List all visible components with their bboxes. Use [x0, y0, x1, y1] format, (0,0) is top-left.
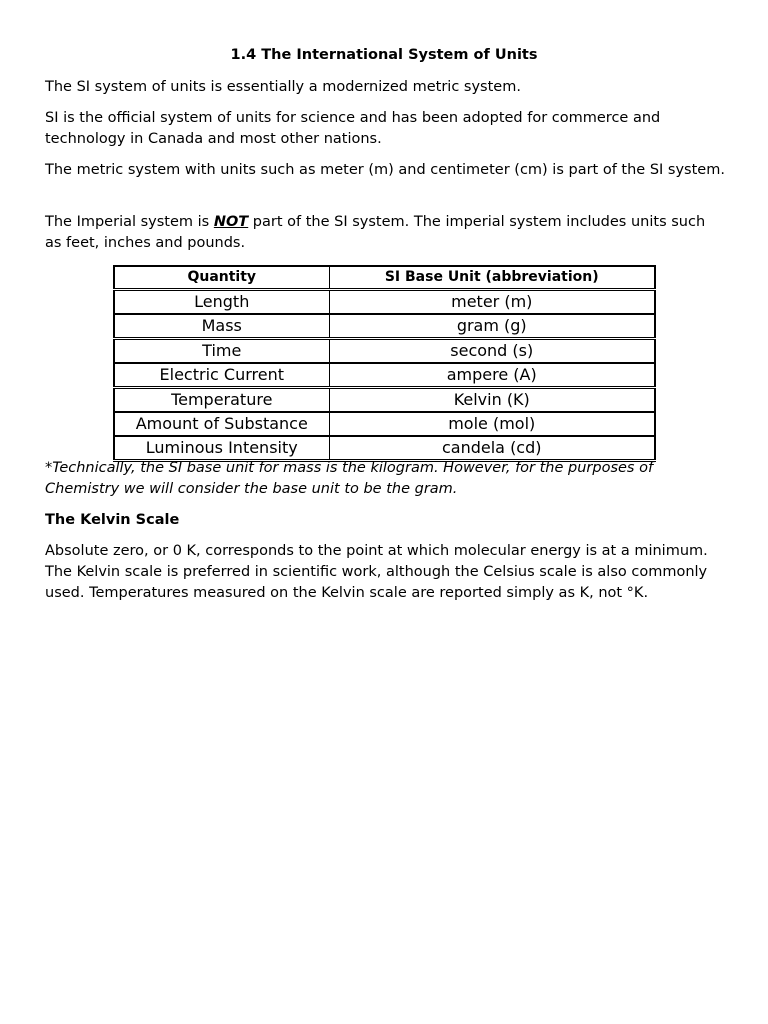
kelvin-heading: The Kelvin Scale	[45, 512, 180, 528]
table-row	[114, 290, 655, 315]
unit-cell: Kelvin (K)	[329, 388, 655, 413]
unit-cell: meter (m)	[329, 290, 655, 315]
table-row	[114, 388, 655, 413]
quantity-cell: Luminous Intensity	[114, 436, 329, 461]
not-emphasis: NOT	[213, 214, 249, 230]
unit-cell: ampere (A)	[329, 363, 655, 388]
kelvin-paragraph: Absolute zero, or 0 K, corresponds to the point at which molecular energy is at a minimum. The Kelvin scale is preferred in scientific work, although the Celsius scale is also commonly used. Temperatures measured on the Kelvin scale are reported simply as K, not °K.	[45, 543, 708, 601]
intro-paragraph: The SI system of units is essentially a modernized metric system.	[45, 79, 521, 95]
table-row	[114, 412, 655, 436]
quantity-cell: Length	[114, 290, 329, 315]
quantity-cell: Mass	[114, 314, 329, 339]
quantity-cell: Electric Current	[114, 363, 329, 388]
si-units-table	[113, 265, 656, 462]
table-row	[114, 339, 655, 364]
table-header-row	[114, 266, 655, 290]
official-system-paragraph: SI is the official system of units for science and has been adopted for commerce and technology in Canada and most other nations.	[45, 110, 661, 147]
unit-cell: second (s)	[329, 339, 655, 364]
imperial-system-paragraph	[45, 212, 725, 254]
quantity-cell: Time	[114, 339, 329, 364]
metric-system-paragraph: The metric system with units such as meter (m) and centimeter (cm) is part of the SI system.	[45, 162, 725, 178]
table-row	[114, 436, 655, 461]
page-title: 1.4 The International System of Units	[230, 47, 538, 63]
quantity-cell: Temperature	[114, 388, 329, 413]
imperial-text-before: The Imperial system is	[45, 214, 214, 230]
mass-footnote: *Technically, the SI base unit for mass is the kilogram. However, for the purposes of Chemistry we will consider the base unit to be the gram.	[45, 460, 654, 497]
imperial-text-after: part of the SI system. The imperial system includes units such as feet, inches and pounds.	[45, 214, 706, 251]
table-row	[114, 314, 655, 339]
header-quantity: Quantity	[114, 266, 329, 290]
header-si-base-unit: SI Base Unit (abbreviation)	[329, 266, 655, 290]
quantity-cell: Amount of Substance	[114, 412, 329, 436]
unit-cell: gram (g)	[329, 314, 655, 339]
unit-cell: candela (cd)	[329, 436, 655, 461]
unit-cell: mole (mol)	[329, 412, 655, 436]
table-row	[114, 363, 655, 388]
